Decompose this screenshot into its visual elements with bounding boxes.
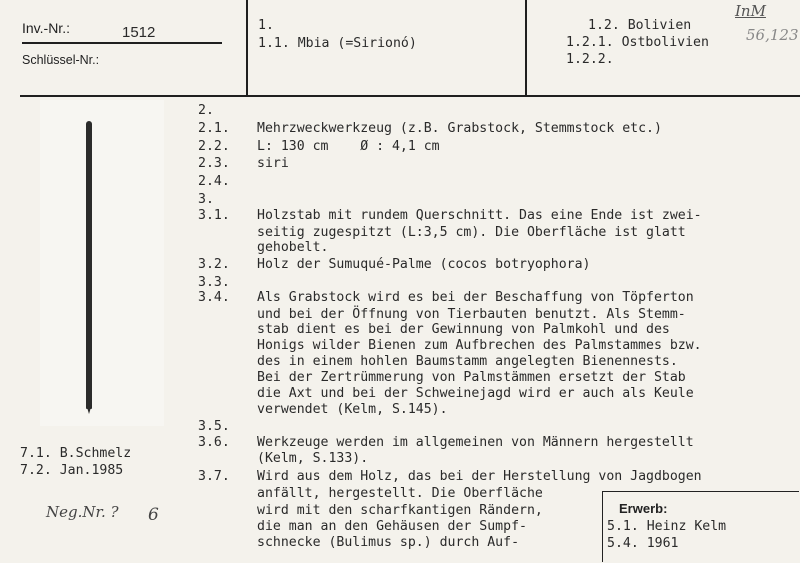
entry-text: und bei der Öffnung von Tierbauten benutzt. Als Stemm-: [257, 307, 686, 322]
group-1-1: 1.1. Mbia (=Sirionó): [258, 36, 417, 51]
entry-text: verwendet (Kelm, S.145).: [257, 402, 448, 417]
entry-text: gehobelt.: [257, 240, 329, 255]
entry-text: Holz der Sumuqué-Palme (cocos botryophora): [257, 257, 591, 272]
header-bottom-rule: [20, 95, 800, 97]
entry-text: schnecke (Bulimus sp.) durch Auf-: [257, 535, 520, 550]
photographer: 7.1. B.Schmelz: [20, 446, 132, 461]
entry-text: Werkzeuge werden im allgemeinen von Männern hergestellt: [257, 435, 694, 450]
entry-number: 3.6.: [198, 435, 230, 450]
entry-text: L: 130 cm Ø : 4,1 cm: [257, 139, 440, 154]
entry-number: 3.: [198, 192, 214, 207]
digging-stick-image: [86, 121, 92, 409]
entry-number: 3.5.: [198, 419, 230, 434]
entry-number: 3.1.: [198, 208, 230, 223]
entry-text: seitig zugespitzt (L:3,5 cm). Die Oberfläche ist glatt: [257, 225, 686, 240]
entry-text: Mehrzweckwerkzeug (z.B. Grabstock, Stemmstock etc.): [257, 121, 662, 136]
entry-text: Wird aus dem Holz, das bei der Herstellung von Jagdbogen: [257, 469, 702, 484]
entry-text: Bei der Zertrümmerung von Palmstämmen ersetzt der Stab: [257, 370, 686, 385]
entry-number: 2.1.: [198, 121, 230, 136]
region-1-2: 1.2. Bolivien: [588, 18, 692, 33]
object-photo: [40, 100, 164, 426]
entry-text: (Kelm, S.133).: [257, 451, 369, 466]
handwritten-ref: 56,123: [746, 26, 799, 44]
entry-number: 3.7.: [198, 469, 230, 484]
digging-stick-tip: [86, 404, 92, 414]
entry-text: stab dient es bei der Gewinnung von Palmkohl und des: [257, 322, 670, 337]
entry-text: die Axt und bei der Schweinejagd wird er auch als Keule: [257, 386, 694, 401]
acquisition-line-2: 5.4. 1961: [607, 536, 679, 551]
entry-text: siri: [257, 156, 289, 171]
acquisition-box: [602, 491, 799, 562]
entry-text: die man an den Gehäusen der Sumpf-: [257, 519, 527, 534]
key-label: Schlüssel-Nr.:: [22, 53, 100, 67]
region-1-2-2: 1.2.2.: [566, 52, 614, 67]
header-divider-right: [525, 0, 527, 96]
photo-date: 7.2. Jan.1985: [20, 463, 124, 478]
neg-note: Neg.Nr. ?: [46, 503, 119, 521]
entry-text: Als Grabstock wird es bei der Beschaffung von Töpferton: [257, 290, 694, 305]
inv-value: 1512: [122, 24, 156, 41]
entry-text: des in einem hohlen Baumstamm angelegten Bienennests.: [257, 354, 678, 369]
inv-underline: [22, 42, 222, 44]
entry-text: wird mit den scharfkantigen Rändern,: [257, 503, 543, 518]
entry-number: 2.3.: [198, 156, 230, 171]
inv-label: Inv.-Nr.:: [22, 20, 70, 36]
acquisition-title: Erwerb:: [619, 501, 668, 516]
handwritten-initials: InM: [735, 2, 766, 20]
entry-text: Holzstab mit rundem Querschnitt. Das eine Ende ist zwei-: [257, 208, 702, 223]
entry-number: 2.4.: [198, 174, 230, 189]
entry-text: anfällt, hergestellt. Die Oberfläche: [257, 486, 543, 501]
entry-text: Honigs wilder Bienen zum Aufbrechen des Palmstammes bzw.: [257, 338, 702, 353]
header-divider-left: [246, 0, 248, 96]
entry-number: 3.3.: [198, 275, 230, 290]
neg-mark: 6: [148, 505, 159, 525]
entry-number: 3.4.: [198, 290, 230, 305]
entry-number: 2.: [198, 103, 214, 118]
region-1-2-1: 1.2.1. Ostbolivien: [566, 35, 709, 50]
entry-number: 2.2.: [198, 139, 230, 154]
group-1: 1.: [258, 18, 274, 33]
acquisition-line-1: 5.1. Heinz Kelm: [607, 519, 727, 534]
entry-number: 3.2.: [198, 257, 230, 272]
